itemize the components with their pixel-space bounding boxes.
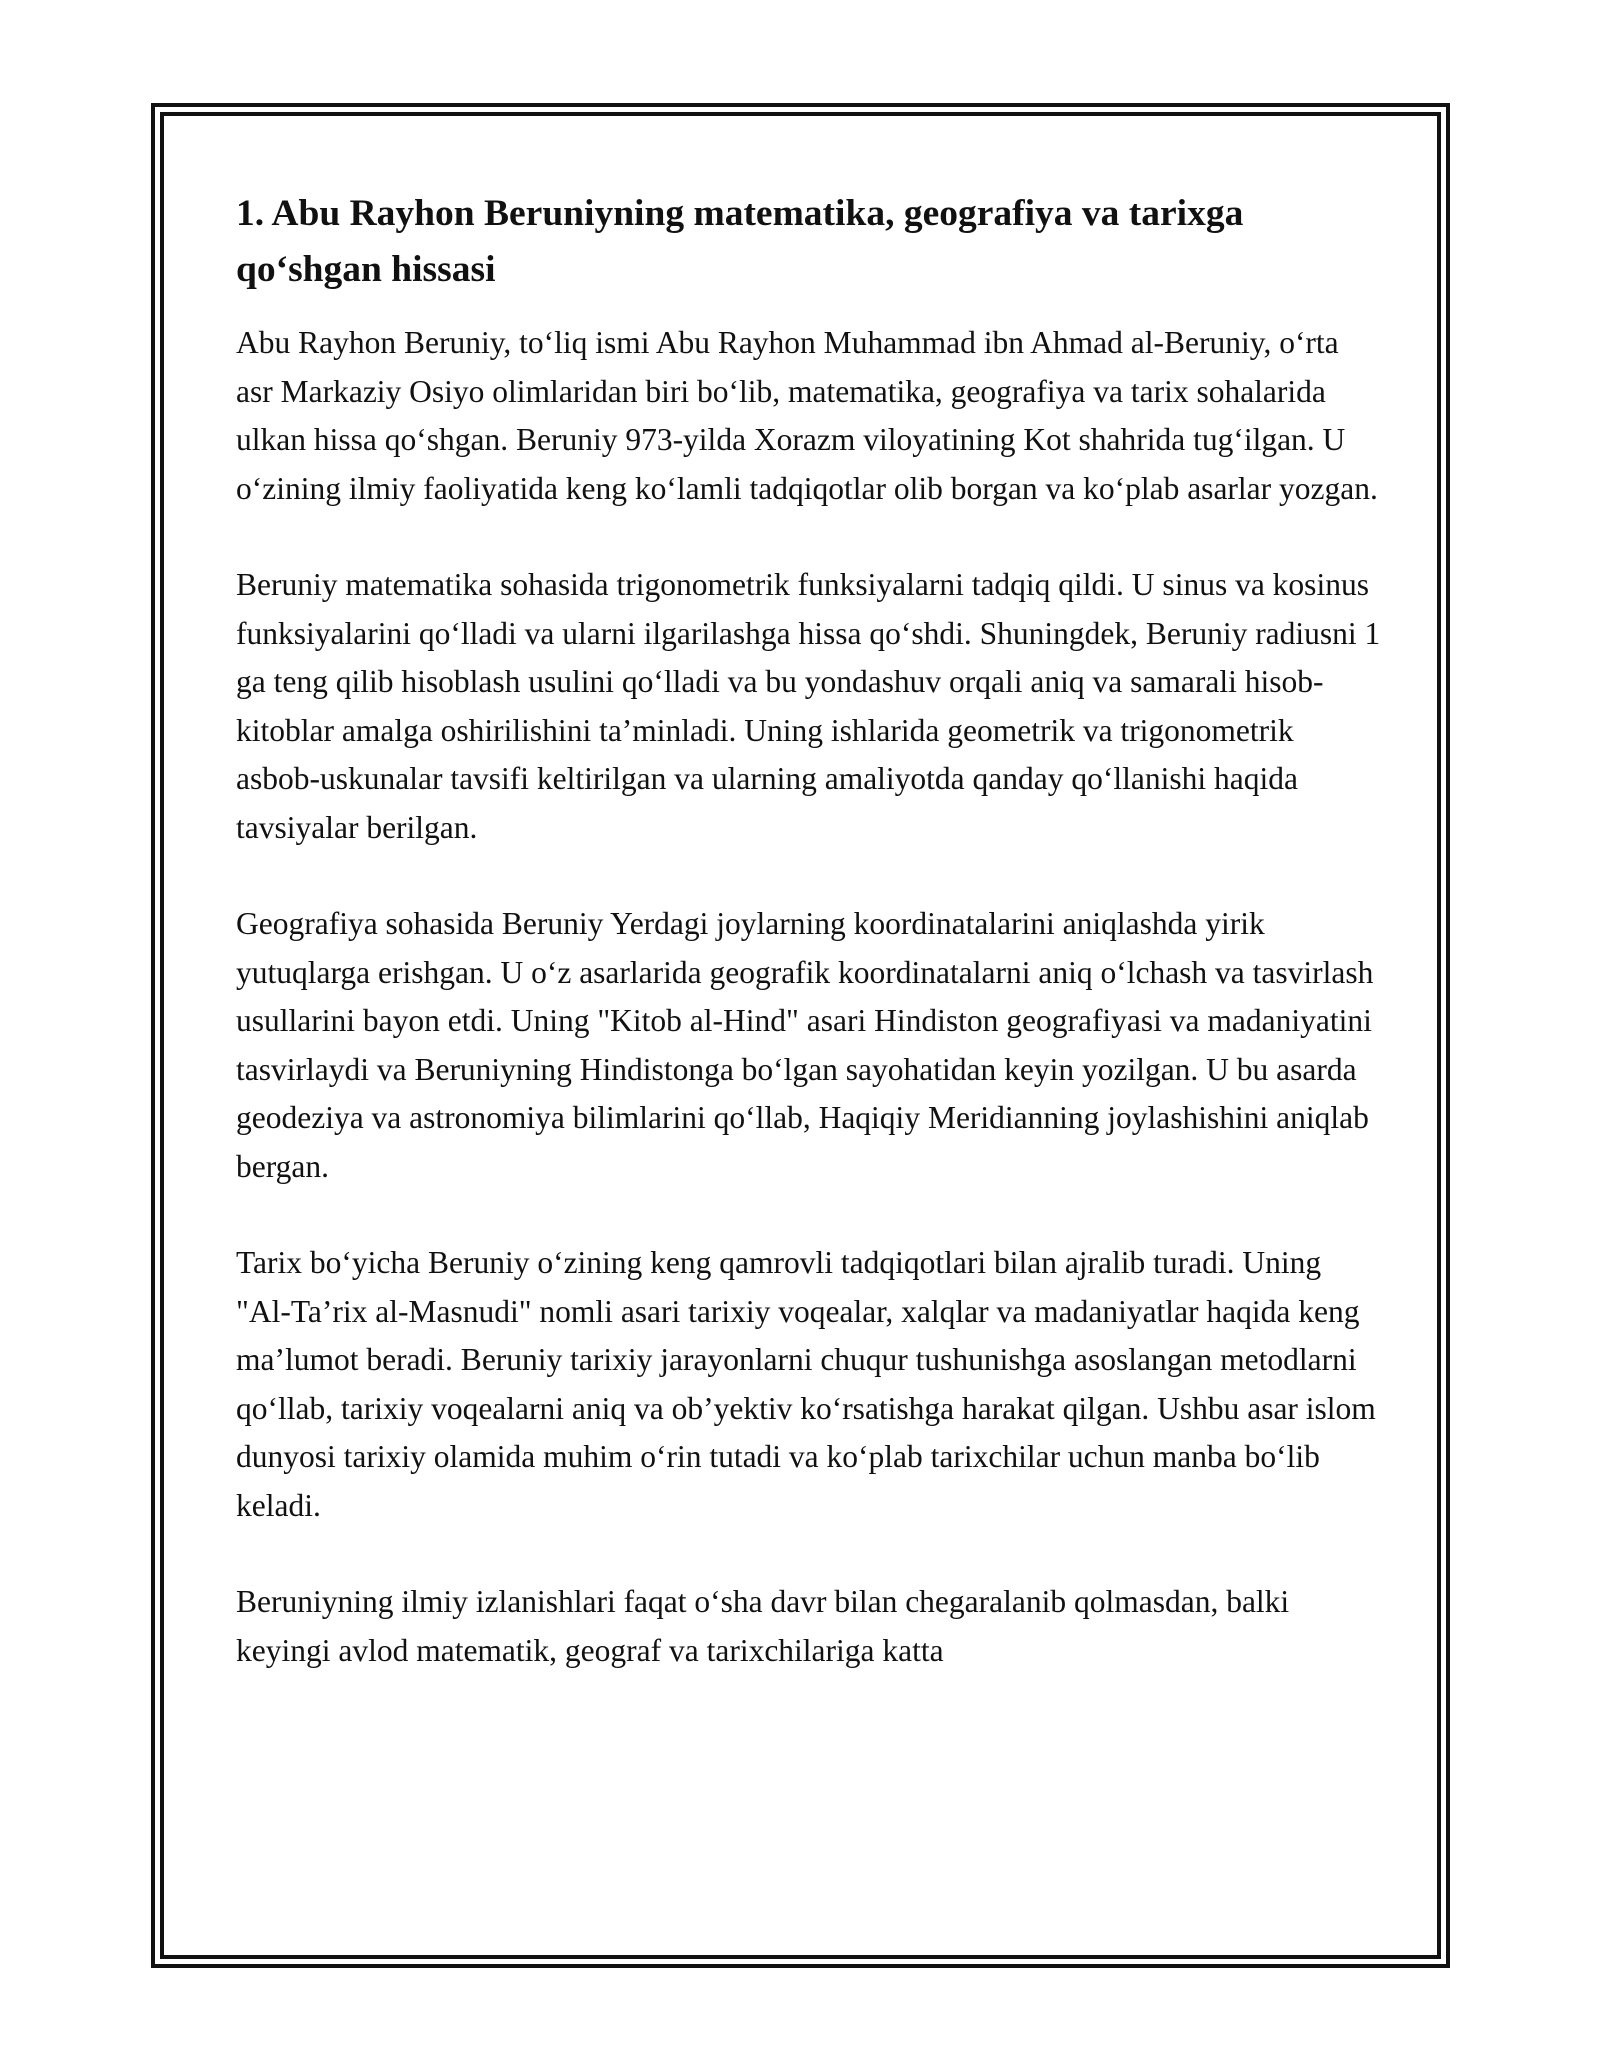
paragraph-legacy: Beruniyning ilmiy izlanishlari faqat o‘sha davr bilan chegaralanib qolmasdan, balki keyingi avlod matematik, geograf va tarixchilariga katta <box>236 1584 1290 1668</box>
paragraph-history: Tarix bo‘yicha Beruniy o‘zining keng qamrovli tadqiqotlari bilan ajralib turadi. Uning "Al-Ta’rix al-Masnudi" nomli asari tarixiy voqealar, xalqlar va madaniyatlar haqida keng ma’lumot beradi. Beruniy tarixiy jarayonlarni chuqur tushunishga asoslangan metodlarni qo‘llab, tarixiy voqealarni aniq va ob’yektiv ko‘rsatishga harakat qilgan. Ushbu asar islom dunyosi tarixiy olamida muhim o‘rin tutadi va ko‘plab tarixchilar uchun manba bo‘lib keladi. <box>236 1245 1376 1523</box>
paragraph-introduction: Abu Rayhon Beruniy, to‘liq ismi Abu Rayhon Muhammad ibn Ahmad al-Beruniy, o‘rta asr Markaziy Osiyo olimlaridan biri bo‘lib, matematika, geografiya va tarix sohalarida ulkan hissa qo‘shgan. Beruniy 973-yilda Xorazm viloyatining Kot shahrida tug‘ilgan. U o‘zining ilmiy faoliyatida keng ko‘lamli tadqiqotlar olib borgan va ko‘plab asarlar yozgan. <box>236 325 1378 506</box>
section-heading: 1. Abu Rayhon Beruniyning matematika, geografiya va tarixga qo‘shgan hissasi <box>236 193 1244 290</box>
document-body <box>236 186 1381 1675</box>
paragraph-geography: Geografiya sohasida Beruniy Yerdagi joylarning koordinatalarini aniqlashda yirik yutuqlarga erishgan. U o‘z asarlarida geografik koordinatalarni aniq o‘lchash va tasvirlash usullarini bayon etdi. Uning "Kitob al-Hind" asari Hindiston geografiyasi va madaniyatini tasvirlaydi va Beruniyning Hindistonga bo‘lgan sayohatidan keyin yozilgan. U bu asarda geodeziya va astronomiya bilimlarini qo‘llab, Haqiqiy Meridianning joylashishini aniqlab bergan. <box>236 906 1374 1184</box>
paragraph-mathematics: Beruniy matematika sohasida trigonometrik funksiyalarni tadqiq qildi. U sinus va kosinus funksiyalarini qo‘lladi va ularni ilgarilashga hissa qo‘shdi. Shuningdek, Beruniy radiusni 1 ga teng qilib hisoblash usulini qo‘lladi va bu yondashuv orqali aniq va samarali hisob-kitoblar amalga oshirilishini ta’minladi. Uning ishlarida geometrik va trigonometrik asbob-uskunalar tavsifi keltirilgan va ularning amaliyotda qanday qo‘llanishi haqida tavsiyalar berilgan. <box>236 567 1381 845</box>
